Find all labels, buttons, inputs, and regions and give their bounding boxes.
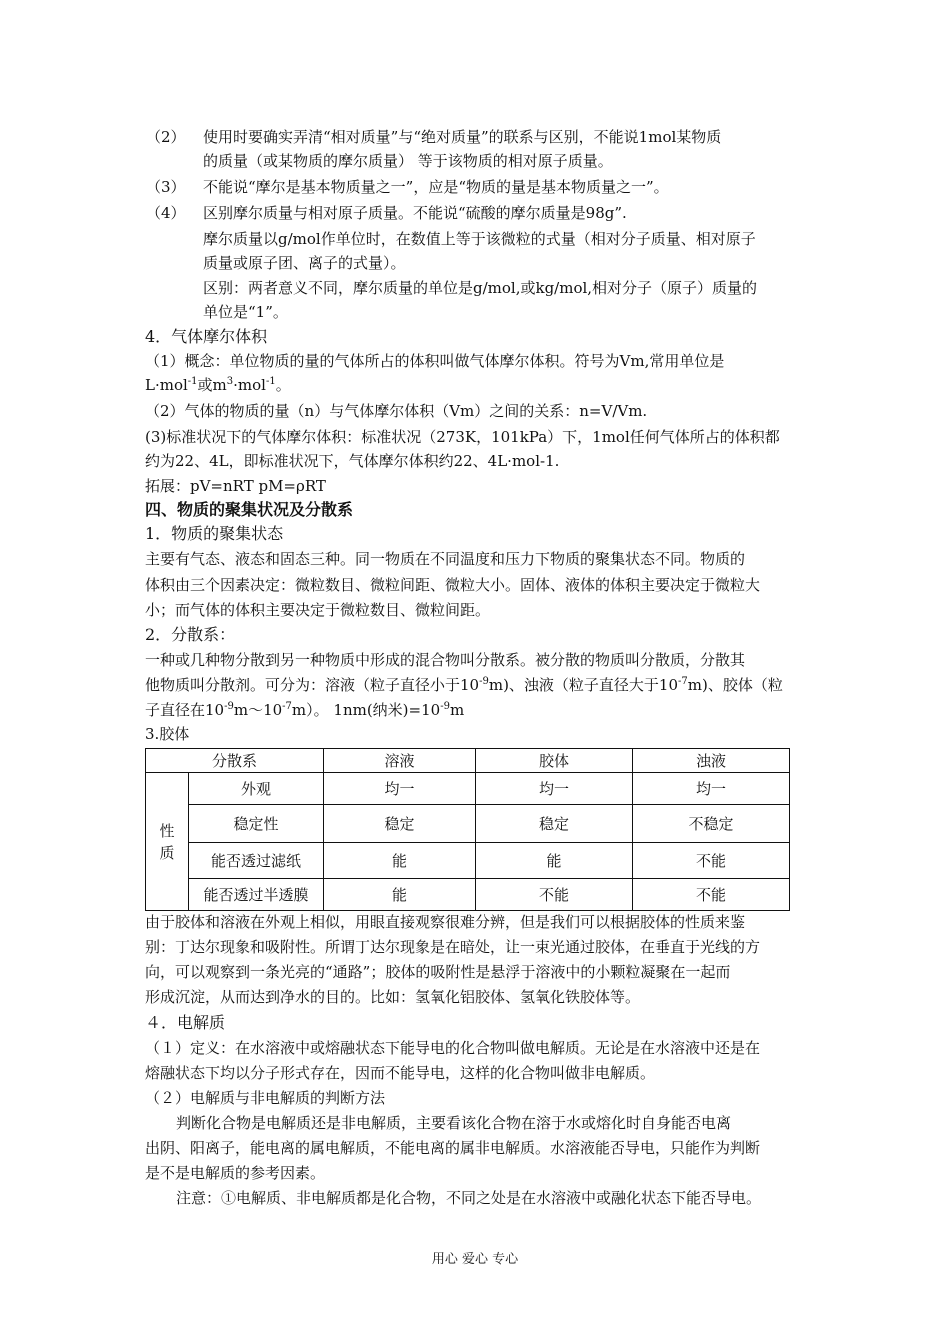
paragraph-line: （１）定义：在水溶液中或熔融状态下能导电的化合物叫做电解质。无论是在水溶液中还是在 [145,1039,761,1057]
list-text: 摩尔质量以g/mol作单位时，在数值上等于该微粒的式量（相对分子质量、相对原子 [203,230,756,248]
table-cell: 均一 [324,773,476,805]
dispersion-system-table [145,748,790,911]
list-text: 质量或原子团、离子的式量）。 [203,254,406,272]
table-cell: 外观 [189,773,324,805]
paragraph-line: 主要有气态、液态和固态三种。同一物质在不同温度和压力下物质的聚集状态不同。物质的 [145,550,746,568]
table-cell: 稳定 [324,805,476,843]
paragraph-line: 注意：①电解质、非电解质都是化合物，不同之处是在水溶液中或融化状态下能否导电。 [176,1189,762,1207]
table-header-cell: 溶液 [324,749,476,773]
table-row [146,773,790,805]
page-footer: 用心 爱心 专心 [431,1252,519,1267]
list-text: 区别：两者意义不同，摩尔质量的单位是g/mol,或kg/mol,相对分子（原子）质量的 [203,279,758,297]
table-row [146,843,790,879]
list-text: 单位是“1”。 [203,303,288,321]
table-cell: 不能 [476,879,633,911]
paragraph-line: L·mol$^{-1}$或$m^3\cdot mol^{-1}$。 [145,376,291,394]
chapter-heading: 四、物质的聚集状况及分散系 [145,500,354,519]
table-cell: 能否透过半透膜 [189,879,324,911]
table-cell: 不能 [633,843,790,879]
table-cell: 能 [476,843,633,879]
table-header-cell: 分散系 [146,749,324,773]
section-heading: 3.胶体 [145,725,190,743]
table-header-row [146,749,790,773]
list-text: 区别摩尔质量与相对原子质量。不能说“硫酸的摩尔质量是98g”. [203,204,627,222]
table-cell: 不稳定 [633,805,790,843]
paragraph-line: 别：丁达尔现象和吸附性。所谓丁达尔现象是在暗处，让一束光通过胶体，在垂直于光线的方 [145,938,761,956]
property-group-label: 性 质 [146,773,189,911]
paragraph-line: 由于胶体和溶液在外观上相似，用眼直接观察很难分辨，但是我们可以根据胶体的性质来鉴 [145,913,746,931]
table-header-cell: 胶体 [476,749,633,773]
paragraph-line: 出阴、阳离子，能电离的属电解质，不能电离的属非电解质。水溶液能否导电，只能作为判断 [145,1139,761,1157]
paragraph-line: 熔融状态下均以分子形式存在，因而不能导电，这样的化合物叫做非电解质。 [145,1064,656,1082]
paragraph-line: 约为22、4L，即标准状况下，气体摩尔体积约22、4L·mol-1. [145,452,560,470]
list-text: 不能说“摩尔是基本物质量之一”，应是“物质的量是基本物质量之一”。 [203,178,669,196]
list-number: （4） [146,204,186,222]
list-number: （3） [146,178,186,196]
paragraph-line: 形成沉淀，从而达到净水的目的。比如：氢氧化铝胶体、氢氧化铁胶体等。 [145,988,641,1006]
paragraph-line: 他物质叫分散剂。可分为：溶液（粒子直径小于$10^{-9}m$)、浊液（粒子直径大于$10^{-7}m$)、胶体（粒 [145,676,783,694]
list-number: （2） [146,128,186,146]
table-cell: 均一 [476,773,633,805]
paragraph-line: （2）气体的物质的量（n）与气体摩尔体积（Vm）之间的关系：n=V/Vm. [145,402,648,420]
paragraph-line: 小；而气体的体积主要决定于微粒数目、微粒间距。 [145,601,491,619]
paragraph-line: （1）概念：单位物质的量的气体所占的体积叫做气体摩尔体积。符号为Vm,常用单位是 [145,352,725,370]
table-cell: 能否透过滤纸 [189,843,324,879]
table-header-cell: 浊液 [633,749,790,773]
paragraph-line: 判断化合物是电解质还是非电解质，主要看该化合物在溶于水或熔化时自身能否电离 [176,1114,732,1132]
table-cell: 均一 [633,773,790,805]
paragraph-line: 体积由三个因素决定：微粒数目、微粒间距、微粒大小。固体、液体的体积主要决定于微粒大 [145,576,761,594]
extension-formula: 拓展：pV=nRT pM=ρRT [145,477,326,495]
paragraph-line: 子直径在$10^{-9}m\sim 10^{-7}m$）。 1nm(纳米)$=10^{-9}m$ [145,701,465,719]
list-text: 的质量（或某物质的摩尔质量） 等于该物质的相对原子质量。 [203,152,613,170]
section-heading: ４．电解质 [145,1013,226,1032]
table-cell: 能 [324,843,476,879]
section-heading: 4．气体摩尔体积 [145,327,268,346]
paragraph-line: （２）电解质与非电解质的判断方法 [145,1089,386,1107]
table-cell: 稳定性 [189,805,324,843]
paragraph-line: 是不是电解质的参考因素。 [145,1164,326,1182]
table-cell: 能 [324,879,476,911]
section-heading: 1．物质的聚集状态 [145,524,284,543]
table-row [146,879,790,911]
table-row [146,805,790,843]
list-text: 使用时要确实弄清“相对质量”与“绝对质量”的联系与区别，不能说1mol某物质 [203,128,722,146]
section-heading: 2．分散系： [145,625,236,644]
table-cell: 稳定 [476,805,633,843]
table-cell: 不能 [633,879,790,911]
paragraph-line: 一种或几种物分散到另一种物质中形成的混合物叫分散系。被分散的物质叫分散质，分散其 [145,651,746,669]
paragraph-line: (3)标准状况下的气体摩尔体积：标准状况（273K，101kPa）下，1mol任何气体所占的体积都 [145,428,780,446]
paragraph-line: 向，可以观察到一条光亮的“通路”；胶体的吸附性是悬浮于溶液中的小颗粒凝聚在一起而 [145,963,731,981]
